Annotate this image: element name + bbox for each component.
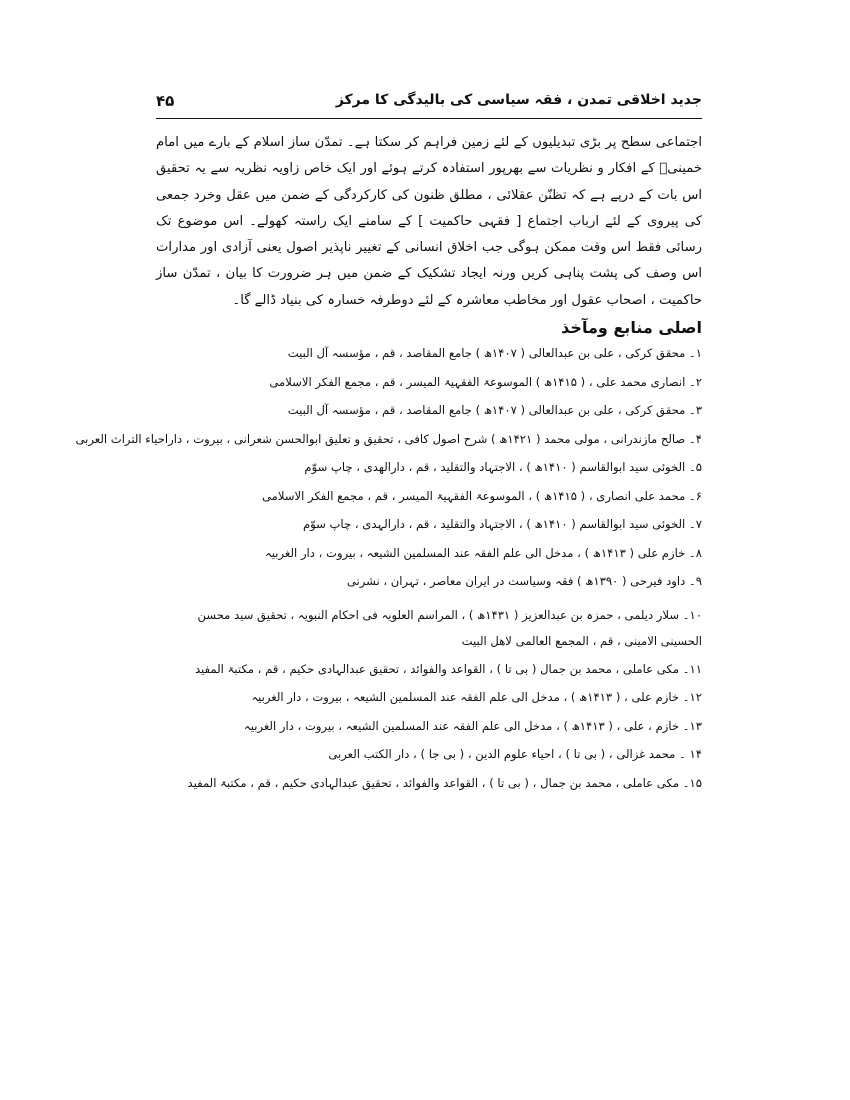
reference-item: ۱۲۔ خازم علی ، ( ۱۴۱۳ھ ) ، مدخل الی علم الفقہ عند المسلمین الشیعہ ، بیروت ، دار الغربیہ bbox=[251, 690, 702, 704]
reference-item: ۱۴ ۔ محمد غزالی ، ( بی تا ) ، احیاء علوم الدین ، ( بی جا ) ، دار الکتب العربی bbox=[328, 747, 702, 761]
page-header bbox=[156, 90, 702, 118]
sources-heading: اصلی منابع ومآخذ bbox=[561, 318, 702, 337]
reference-item: ۳۔ محقق کرکی ، علی بن عبدالعالی ( ۱۴۰۷ھ ) جامع المقاصد ، قم ، مؤسسہ آل البیت bbox=[287, 403, 702, 417]
reference-item: ۱۳۔ خازم ، علی ، ( ۱۴۱۳ھ ) ، مدخل الی علم الفقہ عند المسلمین الشیعہ ، بیروت ، دار الغربیہ bbox=[243, 718, 702, 733]
reference-item: ۹۔ داود فیرحی ( ۱۳۹۰ھ ) فقہ وسیاست در ایران معاصر ، تہران ، نشرنی bbox=[346, 574, 702, 588]
page-number: ۴۵ bbox=[156, 92, 175, 110]
body-paragraph: اجتماعی سطح پر بڑی تبدیلیوں کے لئے زمین فراہم کر سکتا ہے۔ تمدّن ساز اسلام کے بارے میں امام خمینیؒ کے افکار و نظریات سے بھرپور استفادہ کرتے ہوئے اور ایک خاص زاویہ نظریہ سے یہ تحقیق اس بات کے درپے ہے کہ تظنّن عقلائی ، مطلق ظنون کی کارکردگی کے ضمن میں عقل وخرد جمعی کی پیروی کے لئے ارباب اجتماع [ فقہی حاکمیت ] کے سامنے ایک راستہ کھولے۔ اس موضوع تک رسائی فقط اس وقت ممکن ہوگی جب اخلاق انسانی کے تغییر ناپذیر اصول یعنی آزادی اور مدارات اس وصف کی پشت پناہی کریں ورنہ ایجاد تشکیک کے ضمن میں ہر ضرورت کا بیان ، تمدّن ساز حاکمیت ، اصحاب عقول اور مخاطب معاشرہ کے لئے دوطرفہ خسارہ کی بنیاد ڈالے گا۔ bbox=[156, 135, 702, 308]
reference-item: ۱۵۔ مکی عاملی ، محمد بن جمال ، ( بی تا ) ، القواعد والفوائد ، تحقیق عبدالہادی حکیم ، قم ، مکتبۃ المفید bbox=[187, 775, 702, 790]
reference-item: ۱۱۔ مکی عاملی ، محمد بن جمال ( بی تا ) ، القواعد والفوائد ، تحقیق عبدالہادی حکیم ، قم ، مکتبۃ المفید bbox=[194, 661, 702, 676]
reference-item: ۸۔ خازم علی ( ۱۴۱۳ھ ) ، مدخل الی علم الفقہ عند المسلمین الشیعہ ، بیروت ، دار الغربیہ bbox=[265, 545, 702, 560]
reference-item: ۲۔ انصاری محمد علی ، ( ۱۴۱۵ھ ) الموسوعۃ الفقہیۃ المیسر ، قم ، مجمع الفکر الاسلامی bbox=[269, 374, 702, 389]
reference-item: ۱۰۔ سلار دیلمی ، حمزہ بن عبدالعزیز ( ۱۴۳۱ھ ) ، المراسم العلویہ فی احکام النبویہ ، تحقیق سید محسن الحسینی الامینی ، قم ، المجمع العالمی لاھل البیت bbox=[197, 607, 702, 648]
reference-item: ۴۔ صالح مازندرانی ، مولی محمد ( ۱۴۲۱ھ ) شرح اصول کافی ، تحقیق و تعلیق ابوالحسن شعرانی ، بیروت ، داراحیاء التراث العربی bbox=[75, 431, 702, 446]
header-rule bbox=[156, 118, 702, 119]
reference-item: ۵۔ الخوئی سید ابوالقاسم ( ۱۴۱۰ھ ) ، الاجتہاد والتقلید ، قم ، دارالھدی ، چاپ سوّم bbox=[304, 460, 702, 474]
running-title: جدید اخلاقی تمدن ، فقہ سیاسی کی بالیدگی کا مرکز bbox=[335, 92, 702, 108]
reference-item: ۶۔ محمد علی انصاری ، ( ۱۴۱۵ھ ) ، الموسوعۃ الفقہیۃ المیسر ، قم ، مجمع الفکر الاسلامی bbox=[261, 488, 702, 503]
reference-item: ۷۔ الخوئی سید ابوالقاسم ( ۱۴۱۰ھ ) ، الاجتہاد والتقلید ، قم ، دارالہدی ، چاپ سوّم bbox=[302, 517, 702, 531]
reference-item: ۱۔ محقق کرکی ، علی بن عبدالعالی ( ۱۴۰۷ھ ) جامع المقاصد ، قم ، مؤسسہ آل البیت bbox=[287, 346, 702, 360]
reference-list bbox=[75, 345, 702, 803]
